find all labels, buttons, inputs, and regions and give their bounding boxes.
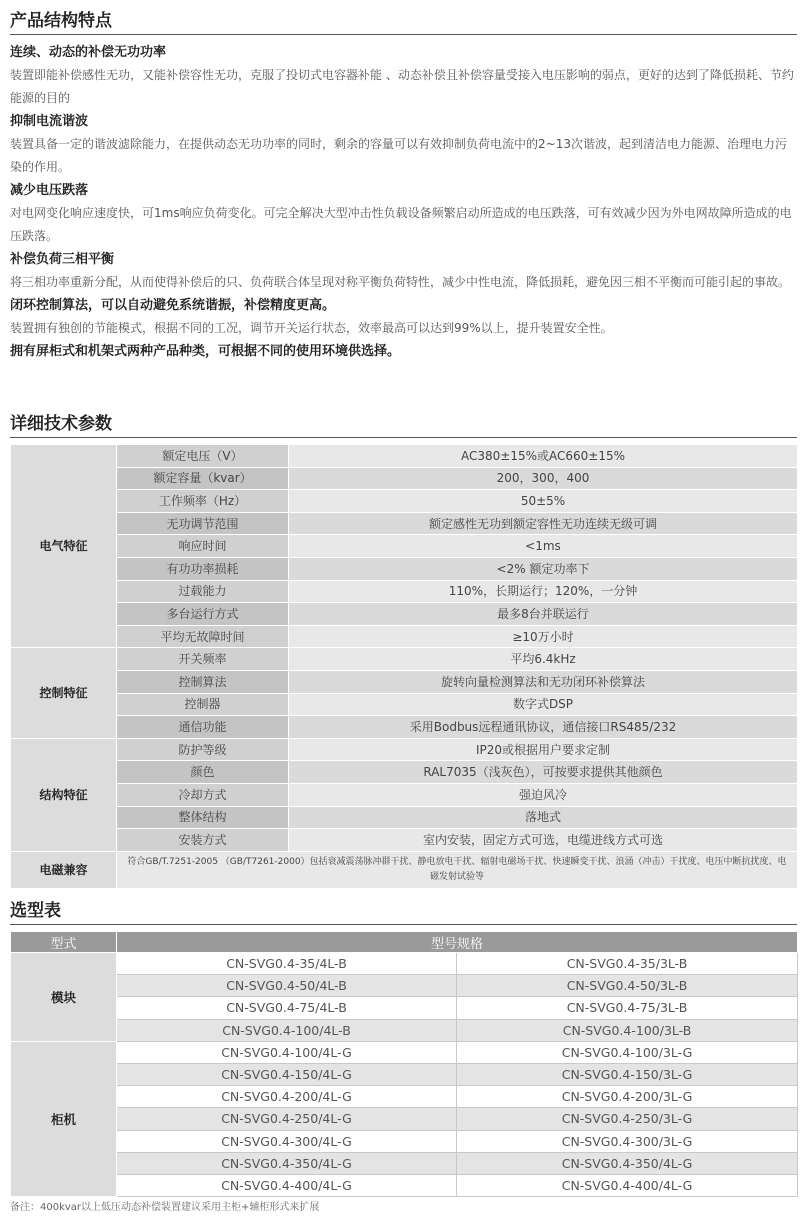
selection-title: 选型表: [10, 898, 797, 925]
spec-value: 采用Bodbus远程通讯协议，通信接口RS485/232: [289, 716, 798, 739]
model-cell: CN-SVG0.4-100/3L-B: [457, 1019, 798, 1041]
feature-text: 对电网变化响应速度快，可1ms响应负荷变化。可完全解决大型冲击性负载设备频繁启动所造成的电压跌落，可有效减少因为外电网故障所造成的电压跌落。: [10, 206, 792, 243]
model-cell: CN-SVG0.4-200/3L-G: [457, 1086, 798, 1108]
spec-category: 电磁兼容: [11, 851, 117, 888]
features-title: 产品结构特点: [10, 8, 797, 35]
spec-label: 额定电压（V）: [117, 445, 289, 468]
selection-row: [11, 1019, 798, 1041]
model-cell: CN-SVG0.4-250/4L-G: [117, 1108, 457, 1130]
spec-label: 冷却方式: [117, 783, 289, 806]
model-cell: CN-SVG0.4-350/4L-G: [117, 1152, 457, 1174]
model-cell: CN-SVG0.4-200/4L-G: [117, 1086, 457, 1108]
specs-section: [10, 411, 797, 889]
specs-table: [10, 444, 798, 889]
spec-value: 旋转向量检测算法和无功闭环补偿算法: [289, 670, 798, 693]
spec-label: 开关频率: [117, 648, 289, 671]
selection-row: [11, 1041, 798, 1063]
spec-label: 防护等级: [117, 738, 289, 761]
spec-value: AC380±15%或AC660±15%: [289, 445, 798, 468]
model-cell: CN-SVG0.4-300/4L-G: [117, 1130, 457, 1152]
spec-label: 控制算法: [117, 670, 289, 693]
model-cell: CN-SVG0.4-150/3L-G: [457, 1063, 798, 1085]
spec-row: [11, 557, 798, 580]
spec-value: 110%，长期运行；120%，一分钟: [289, 580, 798, 603]
selection-row: [11, 1086, 798, 1108]
spec-value: 落地式: [289, 806, 798, 829]
spec-value: <2% 额定功率下: [289, 557, 798, 580]
spec-row: [11, 625, 798, 648]
feature-text: 装置具备一定的谐波滤除能力，在提供动态无功功率的同时，剩余的容量可以有效抑制负荷电流中的2~13次谐波，起到清洁电力能源、治理电力污染的作用。: [10, 137, 787, 174]
spec-category: 结构特征: [11, 738, 117, 851]
spec-value: 数字式DSP: [289, 693, 798, 716]
spec-row: [11, 761, 798, 784]
model-cell: CN-SVG0.4-100/3L-G: [457, 1041, 798, 1063]
spec-value: IP20或根据用户要求定制: [289, 738, 798, 761]
spec-row: [11, 693, 798, 716]
selection-row: [11, 953, 798, 975]
feature-heading: 拥有屏柜式和机架式两种产品种类，可根据不同的使用环境供选择。: [10, 344, 401, 359]
spec-value: 强迫风冷: [289, 783, 798, 806]
footnote: 备注：400kvar以上低压动态补偿装置建议采用主柜+辅柜形式来扩展: [10, 1202, 320, 1213]
spec-label: 控制器: [117, 693, 289, 716]
specs-title: 详细技术参数: [10, 411, 797, 438]
model-cell: CN-SVG0.4-75/3L-B: [457, 997, 798, 1019]
spec-label: 响应时间: [117, 535, 289, 558]
model-cell: CN-SVG0.4-75/4L-B: [117, 997, 457, 1019]
spec-row: [11, 670, 798, 693]
selection-table: [10, 931, 798, 1197]
col-header-model: 型号规格: [117, 932, 798, 953]
spec-value: ≥10万小时: [289, 625, 798, 648]
spec-value: <1ms: [289, 535, 798, 558]
feature-heading: 连续、动态的补偿无功功率: [10, 45, 167, 60]
spec-row-emc: [11, 851, 798, 888]
selection-row: [11, 1130, 798, 1152]
feature-heading: 闭环控制算法，可以自动避免系统谐振，补偿精度更高。: [10, 298, 336, 313]
selection-row: [11, 1152, 798, 1174]
spec-label: 颜色: [117, 761, 289, 784]
spec-row: [11, 716, 798, 739]
spec-value: 平均6.4kHz: [289, 648, 798, 671]
model-cell: CN-SVG0.4-100/4L-B: [117, 1019, 457, 1041]
selection-header-row: [11, 932, 798, 953]
spec-label: 额定容量（kvar）: [117, 467, 289, 490]
selection-row: [11, 975, 798, 997]
selection-section: [10, 898, 797, 1197]
model-cell: CN-SVG0.4-100/4L-G: [117, 1041, 457, 1063]
model-cell: CN-SVG0.4-400/4L-G: [457, 1174, 798, 1196]
spec-label: 无功调节范围: [117, 512, 289, 535]
feature-heading: 补偿负荷三相平衡: [10, 252, 115, 267]
spec-row: [11, 648, 798, 671]
model-cell: CN-SVG0.4-50/4L-B: [117, 975, 457, 997]
model-cell: CN-SVG0.4-250/3L-G: [457, 1108, 798, 1130]
selection-category: 模块: [11, 953, 117, 1042]
spec-label: 安装方式: [117, 829, 289, 852]
model-cell: CN-SVG0.4-300/3L-G: [457, 1130, 798, 1152]
col-header-type: 型式: [11, 932, 117, 953]
spec-label: 平均无故障时间: [117, 625, 289, 648]
model-cell: CN-SVG0.4-50/3L-B: [457, 975, 798, 997]
spec-label: 工作频率（Hz）: [117, 490, 289, 513]
model-cell: CN-SVG0.4-400/4L-G: [117, 1174, 457, 1196]
spec-row: [11, 467, 798, 490]
spec-row: [11, 603, 798, 626]
features-section: [10, 8, 797, 363]
feature-text: 装置即能补偿感性无功，又能补偿容性无功，克服了投切式电容器补能 、动态补偿且补偿容量受接入电压影响的弱点，更好的达到了降低损耗、节约能源的目的: [10, 68, 794, 105]
spec-row: [11, 829, 798, 852]
model-cell: CN-SVG0.4-150/4L-G: [117, 1063, 457, 1085]
spec-row: [11, 580, 798, 603]
spec-value: 200，300，400: [289, 467, 798, 490]
spec-row: [11, 783, 798, 806]
spec-category: 电气特征: [11, 445, 117, 648]
spec-label: 多台运行方式: [117, 603, 289, 626]
spec-label: 通信功能: [117, 716, 289, 739]
spec-row: [11, 445, 798, 468]
selection-row: [11, 1174, 798, 1196]
spec-category: 控制特征: [11, 648, 117, 738]
spec-row: [11, 806, 798, 829]
spec-value: 50±5%: [289, 490, 798, 513]
feature-text: 装置拥有独创的节能模式，根据不同的工况，调节开关运行状态，效率最高可以达到99%以上，提升装置安全性。: [10, 321, 613, 335]
model-cell: CN-SVG0.4-35/3L-B: [457, 953, 798, 975]
spec-row: [11, 535, 798, 558]
feature-heading: 减少电压跌落: [10, 183, 89, 198]
selection-row: [11, 997, 798, 1019]
spec-label: 过载能力: [117, 580, 289, 603]
spec-value: 额定感性无功到额定容性无功连续无级可调: [289, 512, 798, 535]
spec-value: RAL7035（浅灰色），可按要求提供其他颜色: [289, 761, 798, 784]
selection-category: 柜机: [11, 1041, 117, 1196]
spec-label: 整体结构: [117, 806, 289, 829]
model-cell: CN-SVG0.4-35/4L-B: [117, 953, 457, 975]
model-cell: CN-SVG0.4-350/4L-G: [457, 1152, 798, 1174]
spec-value: 室内安装，固定方式可选，电缆进线方式可选: [289, 829, 798, 852]
spec-label: 有功功率损耗: [117, 557, 289, 580]
spec-value: 最多8台并联运行: [289, 603, 798, 626]
spec-row: [11, 738, 798, 761]
spec-row: [11, 512, 798, 535]
spec-row: [11, 490, 798, 513]
feature-text: 将三相功率重新分配，从而使得补偿后的只、负荷联合体呈现对称平衡负荷特性，减少中性电流，降低损耗，避免因三相不平衡而可能引起的事故。: [10, 275, 791, 289]
feature-heading: 抑制电流谐波: [10, 114, 89, 129]
selection-row: [11, 1063, 798, 1085]
selection-row: [11, 1108, 798, 1130]
spec-value: 符合GB/T.7251-2005 （GB/T7261-2000）包括衰减震荡脉冲群干扰、静电放电干扰、辐射电磁场干扰、快速瞬变干扰、浪涌（冲击）干扰度、电压中断抗扰度、电磁发射试验等: [117, 851, 798, 888]
